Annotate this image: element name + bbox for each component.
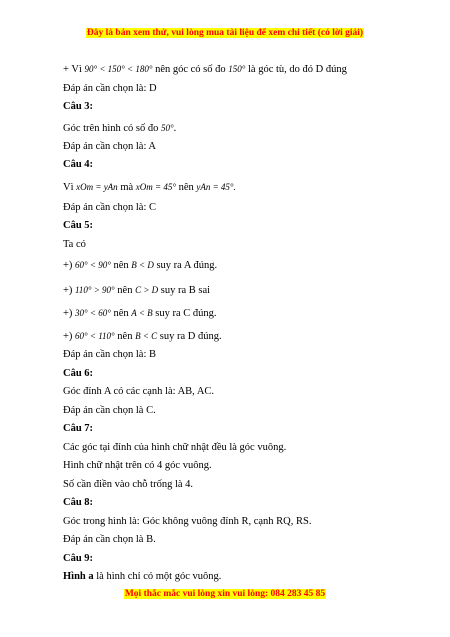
text: nên — [113, 308, 129, 319]
text: Vì — [63, 182, 74, 193]
answer-line: Đáp án cần chọn là: B — [63, 349, 157, 360]
line-angle-equality — [63, 180, 236, 195]
math-inequality: 110° > 90° — [75, 285, 115, 295]
text: suy ra C đúng. — [155, 308, 217, 319]
question-heading-6: Câu 6: — [63, 368, 94, 379]
text-line: Các góc tại đỉnh của hình chữ nhật đều là góc vuông. — [63, 442, 287, 453]
math-value: 150° — [228, 64, 246, 74]
text-line — [63, 570, 221, 584]
text-line: Góc trong hình là: Góc không vuông đỉnh R, cạnh RQ, RS. — [63, 516, 312, 527]
math-angle-compare: B < D — [131, 260, 154, 270]
question-heading-9: Câu 9: — [63, 553, 94, 564]
text: . — [173, 123, 177, 134]
text: Góc trên hình có số đo — [63, 123, 159, 134]
math-value: 50° — [160, 123, 174, 133]
math-angle-compare: A < B — [131, 308, 153, 318]
text-line: Số cần điền vào chỗ trống là 4. — [63, 479, 194, 490]
question-heading-5: Câu 5: — [63, 220, 94, 231]
preview-banner — [0, 28, 450, 38]
line-option-d — [63, 62, 347, 77]
text: là hình chỉ có một góc vuông. — [93, 571, 222, 582]
math-angle-compare: C > D — [135, 285, 159, 295]
math-equality: xOm = yAn — [76, 182, 118, 192]
text: suy ra D đúng. — [159, 331, 222, 342]
comparison-row — [63, 306, 217, 321]
text: + Vì — [63, 64, 82, 75]
preview-banner-text: Đây là bản xem thử, vui lòng mua tài liệu để xem chi tiết (có lời giải) — [86, 28, 364, 38]
text-line: Ta có — [63, 239, 86, 250]
text: +) — [63, 331, 73, 342]
answer-line: Đáp án cần chọn là: D — [63, 83, 157, 94]
text: nên — [178, 182, 194, 193]
text: suy ra B sai — [160, 285, 211, 296]
contact-banner — [0, 589, 450, 599]
math-angle-compare: B < C — [135, 331, 158, 341]
text: nên — [117, 331, 133, 342]
comparison-row — [63, 329, 222, 344]
question-heading-3: Câu 3: — [63, 101, 94, 112]
math-inequality: 90° < 150° < 180° — [84, 64, 153, 74]
question-heading-7: Câu 7: — [63, 423, 94, 434]
text: mà — [120, 182, 134, 193]
question-heading-4: Câu 4: — [63, 159, 94, 170]
text: nên — [117, 285, 133, 296]
math-inequality: 60° < 90° — [75, 260, 111, 270]
math-inequality: 60° < 110° — [75, 331, 115, 341]
text: suy ra A đúng. — [156, 260, 218, 271]
comparison-row — [63, 283, 210, 298]
answer-line: Đáp án cần chọn là B. — [63, 534, 156, 545]
text: nên góc có số đo — [155, 64, 226, 75]
contact-banner-text: Mọi thắc mắc vui lòng xin vui lòng: 084 283 45 85 — [124, 589, 326, 599]
math-equality: xOm = 45° — [135, 182, 176, 192]
math-inequality: 30° < 60° — [75, 308, 111, 318]
comparison-row — [63, 258, 217, 273]
line-angle-measure — [63, 121, 176, 136]
text: +) — [63, 260, 73, 271]
bold-term: Hình a — [63, 571, 94, 582]
text: +) — [63, 285, 73, 296]
text: +) — [63, 308, 73, 319]
answer-line: Đáp án cần chọn là C. — [63, 405, 156, 416]
answer-line: Đáp án cần chọn là: C — [63, 202, 157, 213]
answer-line: Đáp án cần chọn là: A — [63, 141, 157, 152]
text-line: Góc đỉnh A có các cạnh là: AB, AC. — [63, 386, 215, 397]
text-line: Hình chữ nhật trên có 4 góc vuông. — [63, 460, 212, 471]
text: nên — [113, 260, 129, 271]
question-heading-8: Câu 8: — [63, 497, 94, 508]
math-equality: yAn = 45°. — [196, 182, 236, 192]
text: là góc tù, do đó D đúng — [248, 64, 347, 75]
